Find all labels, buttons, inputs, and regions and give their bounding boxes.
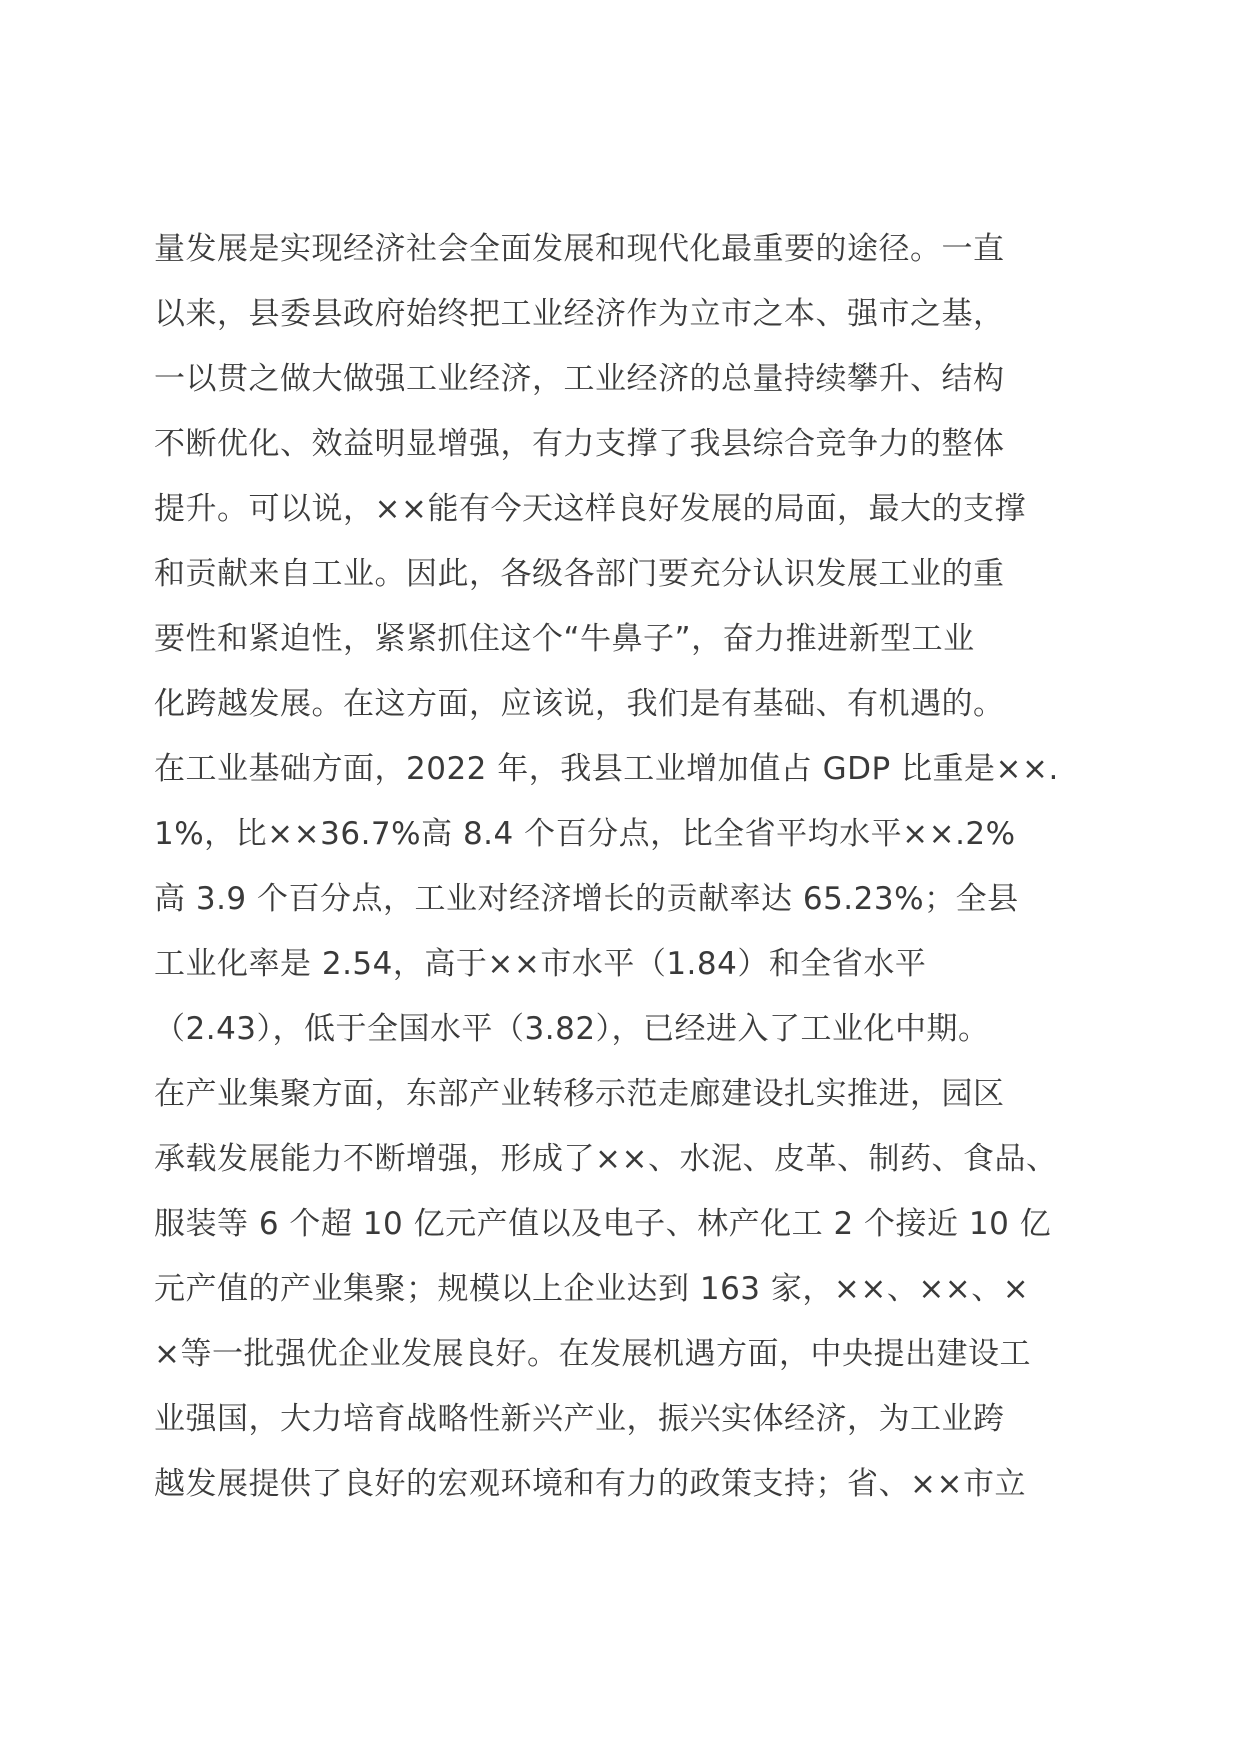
text-line: 一以贯之做大做强工业经济，工业经济的总量持续攀升、结构 [154,361,1005,397]
text-line: 化跨越发展。在这方面，应该说，我们是有基础、有机遇的。 [154,686,1005,722]
text-line: 承载发展能力不断增强，形成了××、水泥、皮革、制药、食品、 [154,1141,1058,1177]
text-line: 元产值的产业集聚；规模以上企业达到 163 家，××、××、× [154,1271,1030,1307]
text-line: 1%，比××36.7%高 8.4 个百分点，比全省平均水平××.2% [154,816,1016,852]
text-line: 量发展是实现经济社会全面发展和现代化最重要的途径。一直 [154,231,1005,267]
text-line: 和贡献来自工业。因此，各级各部门要充分认识发展工业的重 [154,556,1005,592]
text-line: 在工业基础方面，2022 年，我县工业增加值占 GDP 比重是××. [154,751,1059,787]
text-line: 服装等 6 个超 10 亿元产值以及电子、林产化工 2 个接近 10 亿 [154,1206,1052,1242]
text-line: 越发展提供了良好的宏观环境和有力的政策支持；省、××市立 [154,1466,1026,1502]
text-line: 高 3.9 个百分点，工业对经济增长的贡献率达 65.23%；全县 [154,881,1019,917]
text-line: 提升。可以说，××能有今天这样良好发展的局面，最大的支撑 [154,491,1026,527]
text-line: 工业化率是 2.54，高于××市水平（1.84）和全省水平 [154,946,927,982]
text-line: 以来，县委县政府始终把工业经济作为立市之本、强市之基， [154,296,1005,332]
text-line: 业强国，大力培育战略性新兴产业，振兴实体经济，为工业跨 [154,1401,1005,1437]
text-line: 不断优化、效益明显增强，有力支撑了我县综合竞争力的整体 [154,426,1005,462]
text-line: 要性和紧迫性，紧紧抓住这个“牛鼻子”，奋力推进新型工业 [154,621,975,657]
text-line: 在产业集聚方面，东部产业转移示范走廊建设扎实推进，园区 [154,1076,1005,1112]
body-text [154,217,1114,1517]
text-line: （2.43），低于全国水平（3.82），已经进入了工业化中期。 [154,1011,990,1047]
text-line: ×等一批强优企业发展良好。在发展机遇方面，中央提出建设工 [154,1336,1031,1372]
